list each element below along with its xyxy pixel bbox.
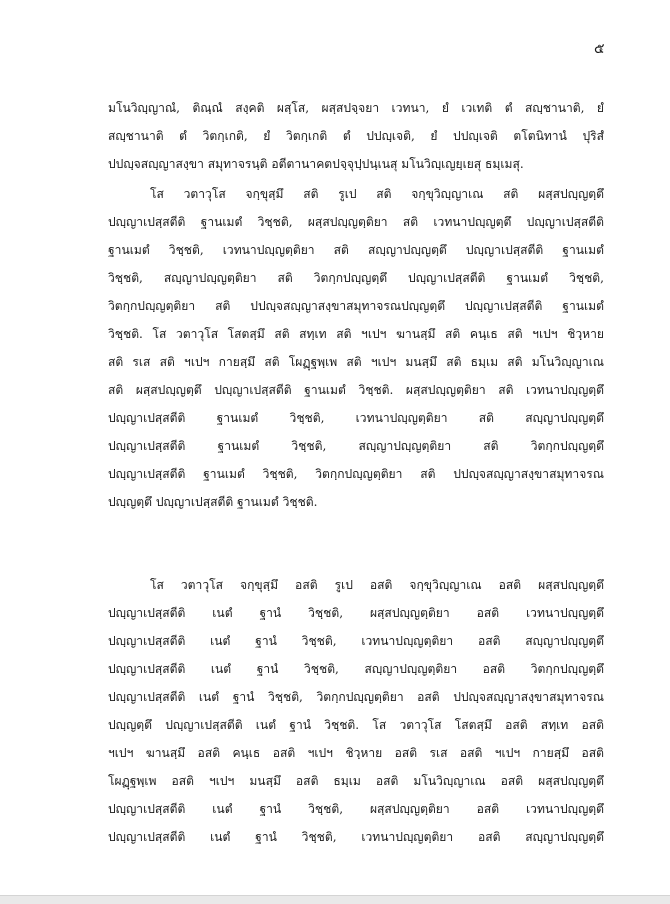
paragraph-line: สติ รเส สติ ฯเปฯ กายสฺมึ สติ โผฏฺฐพฺเพ สติ ฯเปฯ มนสฺมึ สติ ธมฺเม สติ มโนวิญฺญาเณ bbox=[108, 355, 604, 369]
page-bottom-edge bbox=[0, 895, 670, 904]
paragraph-line: ปญฺญาเปสฺสตีติ เนตํ ฐานํ วิชฺชติ, สญฺญาปญฺญตฺติยา อสติ วิตกฺกปญฺญตฺตึ bbox=[108, 662, 604, 676]
paragraph-line: มโนวิญฺญาณํ, ติณฺณํ สงฺคติ ผสฺโส, ผสฺสปจฺจยา เวทนา, ยํ เวเทติ ตํ สญฺชานาติ, ยํ bbox=[108, 101, 604, 115]
paragraph-line: สติ ผสฺสปญฺญตฺตึ ปญฺญาเปสฺสตีติ ฐานเมตํ วิชฺชติ. ผสฺสปญฺญตฺติยา สติ เวทนาปญฺญตฺตึ bbox=[108, 383, 604, 397]
paragraph-1 bbox=[108, 94, 604, 178]
paragraph-line: โผฏฺฐพฺเพ อสติ ฯเปฯ มนสฺมึ อสติ ธมฺเม อสติ มโนวิญฺญาเณ อสติ ผสฺสปญฺญตฺตึ bbox=[108, 774, 604, 788]
paragraph-line: วิชฺชติ. โส วตาวุโส โสตสฺมึ สติ สทฺเท สติ ฯเปฯ ฆานสฺมึ สติ คนฺเธ สติ ฯเปฯ ชิวฺหาย bbox=[108, 327, 604, 341]
paragraph-line: ปญฺญาเปสฺสตีติ ฐานเมตํ วิชฺชติ, ผสฺสปญฺญตฺติยา สติ เวทนาปญฺญตฺตึ ปญฺญาเปสฺสตีติ bbox=[108, 215, 604, 229]
paragraph-3 bbox=[108, 571, 604, 851]
paragraph-line: โส วตาวุโส จกฺขุสฺมึ อสติ รูเป อสติ จกฺขุวิญฺญาเณ อสติ ผสฺสปญฺญตฺตึ bbox=[150, 578, 604, 592]
paragraph-line: ปญฺญาเปสฺสตีติ เนตํ ฐานํ วิชฺชติ, วิตกฺกปญฺญตฺติยา อสติ ปปญฺจสญฺญาสงฺขาสมุทาจรณ bbox=[108, 690, 604, 704]
paragraph-line: ปปญฺจสญฺญาสงฺขา สมุทาจรนฺติ อตีตานาคตปจฺจุปฺปนฺเนสุ มโนวิญฺเญยฺเยสุ ธมฺเมสุ. bbox=[108, 157, 524, 171]
paragraph-line: ปญฺญาเปสฺสตีติ เนตํ ฐานํ วิชฺชติ, เวทนาปญฺญตฺติยา อสติ สญฺญาปญฺญตฺตึ bbox=[108, 830, 604, 844]
page-number: ๕ bbox=[594, 41, 605, 57]
paragraph-line: ปญฺญาเปสฺสตีติ ฐานเมตํ วิชฺชติ, สญฺญาปญฺญตฺติยา สติ วิตกฺกปญฺญตฺตึ bbox=[108, 439, 604, 453]
paragraph-2 bbox=[108, 180, 604, 516]
paragraph-line: ปญฺญาเปสฺสตีติ เนตํ ฐานํ วิชฺชติ, ผสฺสปญฺญตฺติยา อสติ เวทนาปญฺญตฺตึ bbox=[108, 606, 604, 620]
paragraph-line: ปญฺญาเปสฺสตีติ ฐานเมตํ วิชฺชติ, เวทนาปญฺญตฺติยา สติ สญฺญาปญฺญตฺตึ bbox=[108, 411, 604, 425]
paragraph-line: ปญฺญาเปสฺสตีติ เนตํ ฐานํ วิชฺชติ, ผสฺสปญฺญตฺติยา อสติ เวทนาปญฺญตฺตึ bbox=[108, 802, 604, 816]
paragraph-line: ปญฺญาเปสฺสตีติ เนตํ ฐานํ วิชฺชติ, เวทนาปญฺญตฺติยา อสติ สญฺญาปญฺญตฺตึ bbox=[108, 634, 604, 648]
paragraph-line: ฐานเมตํ วิชฺชติ, เวทนาปญฺญตฺติยา สติ สญฺญาปญฺญตฺตึ ปญฺญาเปสฺสตีติ ฐานเมตํ bbox=[108, 243, 604, 257]
paragraph-line: วิตกฺกปญฺญตฺติยา สติ ปปญฺจสญฺญาสงฺขาสมุทาจรณปญฺญตฺตึ ปญฺญาเปสฺสตีติ ฐานเมตํ bbox=[108, 299, 604, 313]
paragraph-line: วิชฺชติ, สญฺญาปญฺญตฺติยา สติ วิตกฺกปญฺญตฺตึ ปญฺญาเปสฺสตีติ ฐานเมตํ วิชฺชติ, bbox=[108, 271, 604, 285]
paragraph-line: ปญฺญาเปสฺสตีติ ฐานเมตํ วิชฺชติ, วิตกฺกปญฺญตฺติยา สติ ปปญฺจสญฺญาสงฺขาสมุทาจรณ bbox=[108, 467, 604, 481]
paragraph-line: ปญฺญตฺตึ ปญฺญาเปสฺสตีติ เนตํ ฐานํ วิชฺชติ. โส วตาวุโส โสตสฺมึ อสติ สทฺเท อสติ bbox=[108, 718, 604, 732]
paragraph-line: โส วตาวุโส จกฺขุสฺมึ สติ รูเป สติ จกฺขุวิญฺญาเณ สติ ผสฺสปญฺญตฺตึ bbox=[150, 187, 604, 201]
paragraph-line: ฯเปฯ ฆานสฺมึ อสติ คนฺเธ อสติ ฯเปฯ ชิวฺหาย อสติ รเส อสติ ฯเปฯ กายสฺมึ อสติ bbox=[108, 746, 604, 760]
paragraph-line: ปญฺญตฺตึ ปญฺญาเปสฺสตีติ ฐานเมตํ วิชฺชติ. bbox=[108, 495, 318, 509]
paragraph-line: สญฺชานาติ ตํ วิตกฺเกติ, ยํ วิตกฺเกติ ตํ ปปญฺเจติ, ยํ ปปญฺเจติ ตโตนิทานํ ปุริสํ bbox=[108, 129, 604, 143]
